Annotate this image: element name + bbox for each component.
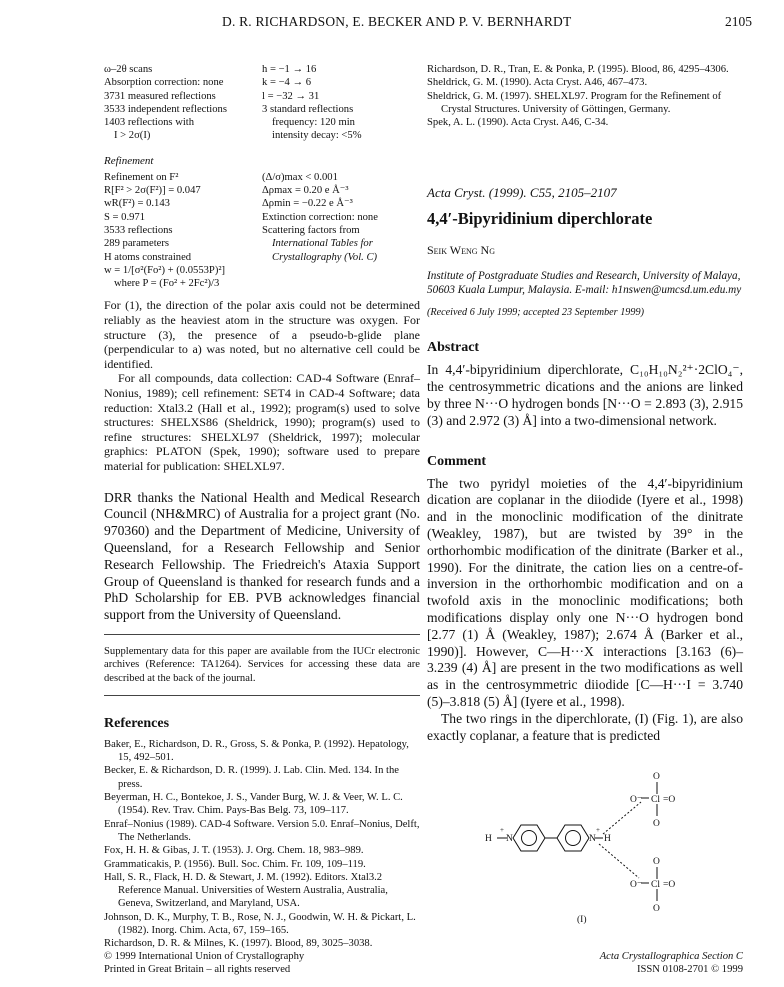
ref-line: S = 0.971 — [104, 211, 145, 223]
data-line: 3533 independent reflections — [104, 103, 227, 115]
data-line: Absorption correction: none — [104, 77, 224, 89]
reference-item: Richardson, D. R. & Milnes, K. (1997). Blood, 89, 3025–3038. — [104, 938, 373, 950]
ref-line: R[F² > 2σ(F²)] = 0.047 — [104, 185, 201, 197]
reference-item: Baker, E., Richardson, D. R., Gross, S. & Ponka, P. (1992). Hepatology, 15, 492–501. — [104, 738, 409, 764]
atom-o-minus: O⁻ — [630, 880, 642, 891]
abstract-text: In 4,4′-bipyridinium diperchlorate, C₁₀H₁₀N₂²⁺·2ClO₄⁻, the centrosymmetric dications and the anions are linked by three N···O hydrogen bonds [N···O = 2.893 (3), 2.915 (3) and 2.972 (3) Å] into a two-dimensional network. — [427, 362, 743, 428]
abstract-heading: Abstract — [427, 340, 480, 356]
atom-o: O — [653, 772, 660, 783]
pyridine-ring-left — [513, 825, 545, 851]
data-collection-col2 — [262, 63, 420, 143]
reference-item: Sheldrick, G. M. (1990). Acta Cryst. A46, 467–473. — [427, 77, 648, 89]
left-column — [104, 63, 420, 951]
reference-item: Richardson, D. R., Tran, E. & Ponka, P. (1995). Blood, 86, 4295–4306. — [427, 64, 729, 75]
atom-o-double: =O — [663, 795, 676, 806]
author-name: Seik Weng Ng — [427, 243, 495, 258]
atom-h-left: H — [485, 834, 492, 845]
charge-plus-right: + — [596, 826, 600, 835]
atom-o-minus: O⁻ — [630, 795, 642, 806]
ref-line: International Tables for — [272, 238, 373, 250]
references-list — [104, 738, 420, 951]
refinement-col2 — [262, 171, 420, 291]
data-collection-col1 — [104, 63, 262, 143]
ref-line: 3533 reflections — [104, 224, 173, 236]
data-line: 3 standard reflections — [262, 103, 354, 115]
reference-item: Spek, A. L. (1990). Acta Cryst. A46, C-34. — [427, 117, 609, 129]
atom-n-left: N — [506, 834, 513, 845]
data-collection-block — [104, 63, 420, 143]
supplementary-note: Supplementary data for this paper are available from the IUCr electronic archives (Reference: TA1264). Services for accessing these data are described at the back of the journal. — [104, 645, 420, 684]
running-header-title: D. R. RICHARDSON, E. BECKER AND P. V. BERNHARDT — [222, 14, 572, 29]
ref-line: Extinction correction: none — [262, 211, 378, 223]
compound-label: (I) — [577, 915, 587, 925]
data-line: ω–2θ scans — [104, 64, 153, 75]
ref-line: Refinement on F² — [104, 171, 179, 183]
refinement-heading: Refinement — [104, 154, 154, 167]
data-line: h = −1 → 16 — [262, 64, 317, 75]
article-citation: Acta Cryst. (1999). C55, 2105–2107 — [427, 185, 617, 201]
para-polar-axis: For (1), the direction of the polar axis could not be determined reliably as the heaviest atom in the structure was oxygen. For structure (3), the presence of a pseudo-b-glide plane (perpendicular to a) was noted, but no alternative cell could be identified. — [104, 298, 420, 371]
comment-text-2: The two rings in the diperchlorate, (I) (Fig. 1), are also exactly coplanar, a feature that is predicted — [427, 710, 743, 743]
copyright-footer — [104, 950, 304, 976]
article-title: 4,4′-Bipyridinium diperchlorate — [427, 209, 653, 229]
para-software: For all compounds, data collection: CAD-4 Software (Enraf–Nonius, 1989); cell refinement: SET4 in CAD-4 Software; data reduction: Xtal3.2 (Hall et al., 1992); program(s) used to solve structures: SHELXS86 (Sheldrick, 1990); program(s) used to refine structures: SHELXL97 (Sheldrick, 1997); molecular graphics: PLATON (Spek, 1990); software used to prepare material for publication: SHELXL97. — [104, 371, 420, 473]
atom-o: O — [653, 819, 660, 830]
issn-line: ISSN 0108-2701 © 1999 — [636, 964, 743, 975]
reference-item: Johnson, D. K., Murphy, T. B., Rose, N. J., Goodwin, W. H. & Pickart, L. (1982). Inorg. Chim. Acta, 67, 159–165. — [104, 911, 416, 936]
copyright-line: © 1999 International Union of Crystallography — [104, 951, 305, 962]
reference-item: Sheldrick, G. M. (1997). SHELXL97. Program for the Refinement of Crystal Structures. University of Göttingen, Germany. — [427, 90, 722, 115]
refinement-col1 — [104, 171, 262, 291]
page-number: 2105 — [725, 14, 752, 29]
aromatic-circle-left — [522, 831, 537, 846]
reference-item: Grammaticakis, P. (1956). Bull. Soc. Chim. Fr. 109, 109–119. — [104, 858, 366, 870]
references-heading: References — [104, 715, 170, 731]
ref-line: H atoms constrained — [104, 251, 192, 263]
atom-cl: Cl — [651, 880, 660, 891]
atom-cl: Cl — [651, 795, 660, 806]
data-line: frequency: 120 min — [272, 117, 355, 129]
author-affiliation: Institute of Postgraduate Studies and Research, University of Malaya, 50603 Kuala Lumpur, Malaysia. E-mail: h1nswen@umcsd.um.edu.my — [427, 270, 742, 296]
charge-plus-left: + — [500, 826, 504, 835]
comment-heading: Comment — [427, 453, 487, 469]
reference-item: Beyerman, H. C., Bontekoe, J. S., Vander Burg, W. J. & Veer, W. L. C. (1954). Rev. Trav. Chim. Pays-Bas Belg. 73, 109–117. — [104, 792, 403, 817]
ref-line: Crystallography (Vol. C) — [272, 251, 378, 263]
atom-o-double: =O — [663, 880, 676, 891]
refinement-block — [104, 171, 420, 291]
data-line: 3731 measured reflections — [104, 90, 216, 102]
reference-item: Fox, H. H. & Gibas, J. T. (1953). J. Org. Chem. 18, 983–989. — [104, 845, 364, 857]
divider — [104, 695, 420, 696]
atom-n-right: N — [589, 834, 596, 845]
printed-line: Printed in Great Britain – all rights reserved — [104, 964, 291, 975]
ref-line: 289 parameters — [104, 238, 170, 250]
ref-line: Scattering factors from — [262, 224, 360, 236]
ref-line: Δρmin = −0.22 e Å⁻³ — [262, 198, 353, 210]
pyridine-ring-right — [557, 825, 589, 851]
references-continued — [427, 63, 743, 129]
data-line: 1403 reflections with — [104, 117, 195, 129]
data-line: k = −4 → 6 — [262, 77, 312, 89]
ref-line: Δρmax = 0.20 e Å⁻³ — [262, 185, 349, 197]
ref-line: wR(F²) = 0.143 — [104, 198, 170, 210]
right-column — [427, 63, 743, 929]
atom-h-right: H — [604, 834, 611, 845]
molecular-structure-diagram — [427, 744, 743, 924]
journal-name: Acta Crystallographica Section C — [599, 951, 743, 962]
reference-item: Enraf–Nonius (1989). CAD-4 Software. Version 5.0. Enraf–Nonius, Delft, The Netherlands. — [104, 818, 420, 843]
atom-o: O — [653, 857, 660, 868]
data-line: I > 2σ(I) — [114, 130, 151, 142]
ref-line: w = 1/[σ²(Fo²) + (0.0553P)²] — [104, 264, 226, 276]
hbond-dashed — [603, 802, 641, 834]
acknowledgements: DRR thanks the National Health and Medical Research Council (NH&MRC) of Australia for a project grant (No. 970360) and the Department of Medicine, University of Queensland, for a Research Fellowship and Senior Research Fellowship. The Friedreich's Ataxia Support Group of Queensland is thanked for research funds and a PhD Scholarship for EB. PVB acknowledges financial support from the University of Queensland. — [104, 489, 420, 623]
journal-footer — [520, 950, 743, 976]
atom-o: O — [653, 904, 660, 915]
comment-text: The two pyridyl moieties of the 4,4′-bipyridinium dication are coplanar in the diiodide (Iyere et al., 1998) and in the monoclinic modification of the dinitrate (Weakley, 1987), but are twisted by 39° in the orthorhombic modification of the dinitrate (Barker et al., 1990). For the dinitrate, the cation lies on a centre-of-inversion in the orthorhombic modification and on a twofold axis in the monoclinic modifications; both modifications display only one N···O hydrogen bond [2.77 (1) Å (Weakley, 1987); 2.674 Å (Barker et al., 1990)]. However, C—H···X interactions [3.163 (6)–3.239 (4) Å] are present in the two modifications as well as in the centrosymmetric diiodide [C—H···I = 3.740 (5)–3.818 (5) Å] (Iyere et al., 1998). — [427, 475, 743, 710]
hbond-dashed — [599, 844, 639, 878]
reference-item: Hall, S. R., Flack, H. D. & Stewart, J. M. (1992). Editors. Xtal3.2 Reference Manual. Universities of Western Australia, Australia, Geneva, Switzerland, and Maryland, USA. — [104, 871, 388, 910]
data-line: l = −32 → 31 — [262, 90, 320, 102]
running-header — [0, 14, 784, 34]
received-dates: (Received 6 July 1999; accepted 23 September 1999) — [427, 307, 644, 319]
divider — [104, 634, 420, 635]
ref-line: (Δ/σ)max < 0.001 — [262, 171, 338, 183]
reference-item: Becker, E. & Richardson, D. R. (1999). J. Lab. Clin. Med. 134. In the press. — [104, 765, 399, 790]
data-line: intensity decay: <5% — [272, 130, 362, 142]
ref-line: where P = (Fo² + 2Fc²)/3 — [114, 278, 220, 290]
aromatic-circle-right — [566, 831, 581, 846]
